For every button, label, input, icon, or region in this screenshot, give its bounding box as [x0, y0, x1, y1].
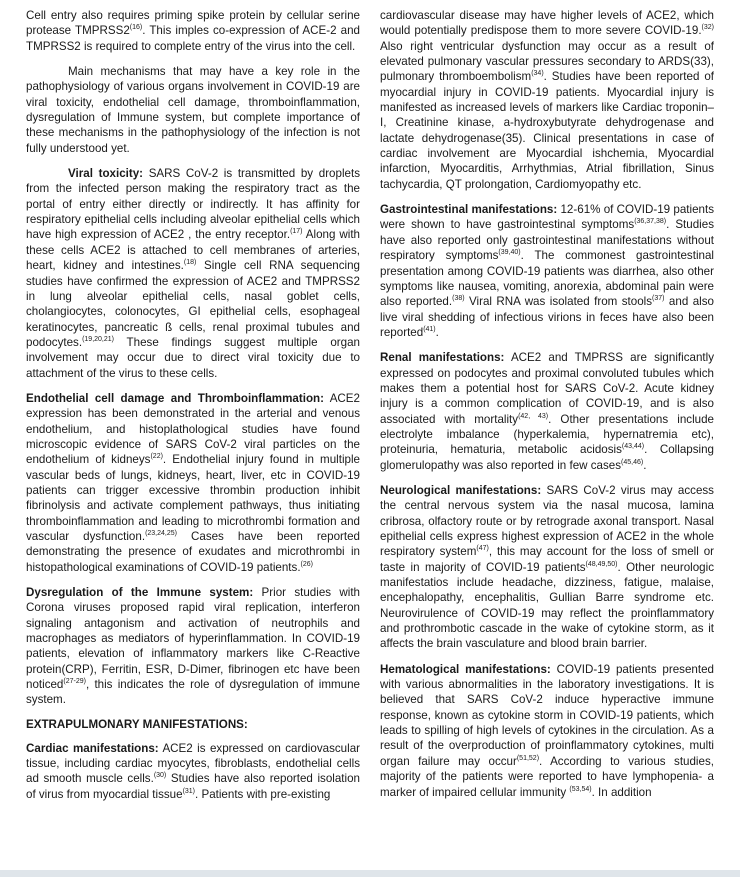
text-run: , this indicates the role of dysregulation of immune system.: [26, 678, 360, 707]
subsection-title: Gastrointestinal manifestations:: [380, 203, 558, 217]
subsection-title: Viral toxicity:: [68, 167, 144, 181]
text-run: . Studies have been reported of myocardial injury in COVID-19 patients. Myocardial injury is manifested as increased levels of markers like Cardiac troponin–I, Creatinine kinase, a-hydroxybutyrate dehydrogenase and lactate dehydrogenase(35). Clinical presentations in case of cardiac involvement are Myocardial ishchemia, Myocardial infarction, Myocarditis, Arrhythmias, Atrial fibrillation, Sinus tachycardia, QT prolongation, Cardiomyopathy etc.: [380, 70, 714, 191]
paragraph: [26, 64, 360, 156]
text-run: . Endothelial injury found in multiple vascular beds of lungs, kidneys, heart, liver, etc in COVID-19 patients can trigger excessive thrombin production inhibit fibrinolysis and activate complement pathways, thus initiating thromboinflammation and leading to microthrombi formation and vascular dysfunction.: [26, 453, 360, 543]
text-run: . This imples co-expression of ACE-2 and TMPRSS2 is required to complete entry of the virus into the cell.: [26, 24, 360, 53]
subsection-title: Renal manifestations:: [380, 351, 505, 365]
text-run: Viral RNA was isolated from stools: [464, 295, 653, 309]
citation: (19,20,21): [82, 335, 114, 343]
citation: (45,46): [621, 458, 644, 466]
right-column: [380, 8, 714, 877]
text-run: Main mechanisms that may have a key role in the pathophysiology of various organs involvement in COVID-19 are viral toxicity, endothelial cell damage, thromboinflammation, dysregulation of Immune system, but complete importance of these mechanisms in the pathophysiology of the infection is not fully understood yet.: [26, 65, 360, 155]
text-run: Studies have also reported isolation of virus from myocardial tissue: [26, 772, 360, 801]
text-run: These findings suggest multiple organ involvement may occur due to direct viral toxicity due to attachment of the virus to these cells.: [26, 335, 360, 380]
text-run: . According to various studies, majority of the patients were reported to have lymphopenia- a marker of impaired cellular immunity: [380, 754, 714, 799]
citation: (17): [290, 228, 303, 236]
text-run: . Collapsing glomerulopathy was also reported in few cases: [380, 443, 714, 472]
citation: (41): [423, 325, 436, 333]
text-run: Also right ventricular dysfunction may occur as a result of elevated pulmonary vascular pressures secondary to ARDS(33), pulmonary thromboembolism: [380, 39, 714, 84]
text-run: 12-61% of COVID-19 patients were shown to have gastrointestinal symptoms: [380, 203, 714, 232]
paragraph: [26, 391, 360, 575]
paragraph: [380, 202, 714, 340]
paragraph: [26, 166, 360, 381]
citation: (39,40): [498, 249, 521, 257]
page-footer-bar: [0, 870, 740, 877]
text-run: .: [435, 325, 439, 339]
text-run: . Studies have also reported only gastrointestinal manifestations without respiratory symptoms: [380, 218, 714, 263]
subsection-title: Hematological manifestations:: [380, 662, 551, 676]
text-run: SARS CoV-2 virus may access the central nervous system via the nasal mucosa, lamina cribrosa, olfactory route or by retrograde axonal transport. Nasal epithelial cells express highest expression of ACE2 in the whole respiratory system: [380, 483, 714, 559]
text-run: SARS CoV-2 is transmitted by droplets from the infected person making the respiratory tract as the portal of entry either directly or indirectly. It has affinity for respiratory epithelial cells including alveolar epithelial cells which have high expression of ACE2 , the entry receptor.: [26, 167, 360, 242]
text-run: and also live viral shedding of infectious virions in feces have also been reported: [380, 295, 714, 339]
left-column: [26, 8, 360, 877]
citation: (30): [153, 772, 167, 780]
citation: (16): [129, 24, 143, 32]
text-run: cardiovascular disease may have higher levels of ACE2, which would potentially predispose them to more severe COVID-19.: [380, 9, 714, 38]
text-run: Along with these cells ACE2 is attached to cell membranes of arteries, heart, kidney and intestines.: [26, 228, 360, 273]
text-run: . The commonest gastrointestinal presentation among COVID-19 patients was diarrhea, also other symptoms like nausea, vomiting, anorexia, abdominal pain were also reported.: [380, 249, 714, 309]
citation: (32): [701, 24, 714, 32]
text-run: ACE2 and TMPRSS are significantly expressed on podocytes and proximal convoluted tubules which makes them a potential host for SARS CoV-2. Acute kidney injury is a common complication of COVID-19, and is also associated with mortality: [380, 351, 714, 426]
text-run: . In addition: [591, 785, 652, 799]
text-run: EXTRAPULMONARY MANIFESTATIONS:: [26, 717, 248, 731]
text-run: . Other neurologic manifestatios include headache, dizziness, fatigue, malaise, encephalopathy, encephalitis, Gullian Barre syndrome etc. Neurovirulence of COVID-19 may reflect the proinflammatory and prothrombotic cascade in the wake of cytokine storm, as it affects the brain vasculature and blood brain barrier.: [380, 560, 714, 651]
text-run: COVID-19 patients presented with various abnormalities in the laboratory investigations. It is believed that SARS CoV-2 induce hyperactive immune response, known as cytokine storm in COVID-19 patients, which leads to spilling of high levels of cytokines in the circulation. As a result of the overproduction of proinflammatory cytokines, multi organ failure may occur: [380, 662, 714, 768]
paragraph: [380, 8, 714, 192]
paragraph: [26, 585, 360, 708]
subsection-title: Cardiac manifestations:: [26, 741, 159, 755]
citation: (38): [452, 295, 465, 303]
text-run: Cases have been reported demonstrating the presence of exudates and microthrombi in histopathological examinations of COVID-19 patients.: [26, 530, 360, 574]
subsection-title: Endothelial cell damage and Thromboinflammation:: [26, 391, 324, 405]
text-run: , this may account for the loss of smell or taste in majority of COVID-19 patients: [380, 545, 715, 574]
paragraph: [26, 741, 360, 802]
citation: (42, 43): [518, 412, 549, 420]
citation: (48,49,50): [585, 560, 618, 568]
citation: (18): [183, 259, 197, 267]
citation: (31): [182, 787, 196, 795]
citation: (22): [150, 453, 163, 461]
subsection-title: Neurological manifestations:: [380, 483, 542, 497]
citation: (27-29): [63, 678, 86, 686]
text-run: Cell entry also requires priming spike protein by cellular serine protease TMPRSS2: [26, 9, 360, 38]
text-run: Prior studies with Corona viruses proposed rapid viral replication, interferon signaling antagonism and activation of neutrophils and macrophages as mediators of hyperinflammation. In COVID-19 patients, elevation of inflammatory markers like C-Reactive protein(CRP), Ferritin, ESR, D-Dimer, fibrinogen etc have been noticed: [26, 586, 360, 692]
citation: (34): [531, 70, 544, 78]
citation: (23,24,25): [145, 530, 177, 537]
paragraph: [380, 483, 714, 652]
section-heading: [26, 718, 360, 731]
text-run: Single cell RNA sequencing studies have confirmed the expression of ACE2 and TMPRSS2 in lung alveolar epithelial cells, nasal goblet cells, cholangiocytes, colonocytes, GI epithelial cells, esophageal keratinocytes, pancreatic ß cells, renal proximal tubules and podocytes.: [26, 259, 360, 349]
citation: (26): [300, 560, 313, 568]
citation: (53,54): [569, 785, 592, 793]
text-run: . Patients with pre-existing: [195, 787, 331, 801]
text-run: ACE2 is expressed on cardiovascular tissue, including cardiac myocytes, fibroblasts, endothelial cells ad smooth muscle cells.: [26, 741, 360, 786]
citation: (37): [652, 295, 665, 303]
paragraph: [380, 350, 714, 473]
citation: (51,52): [516, 754, 540, 762]
paragraph: [26, 8, 360, 54]
citation: (36,37,38): [634, 218, 667, 226]
text-run: . Other presentations include electrolyte imbalance (hyperkalemia, hypernatremia etc), proteinuria, hematuria, metabolic acidosis: [380, 412, 714, 457]
citation: (43,44): [621, 443, 645, 451]
citation: (47): [476, 545, 489, 553]
text-run: ACE2 expression has been demonstrated in the arterial and venous endothelium, and histoplathological studies have found microscopic evidence of SARS CoV-2 viral particles on the endothelium of kidneys: [26, 391, 360, 467]
paragraph: [380, 662, 714, 800]
subsection-title: Dysregulation of the Immune system:: [26, 586, 254, 600]
text-run: .: [643, 458, 647, 472]
